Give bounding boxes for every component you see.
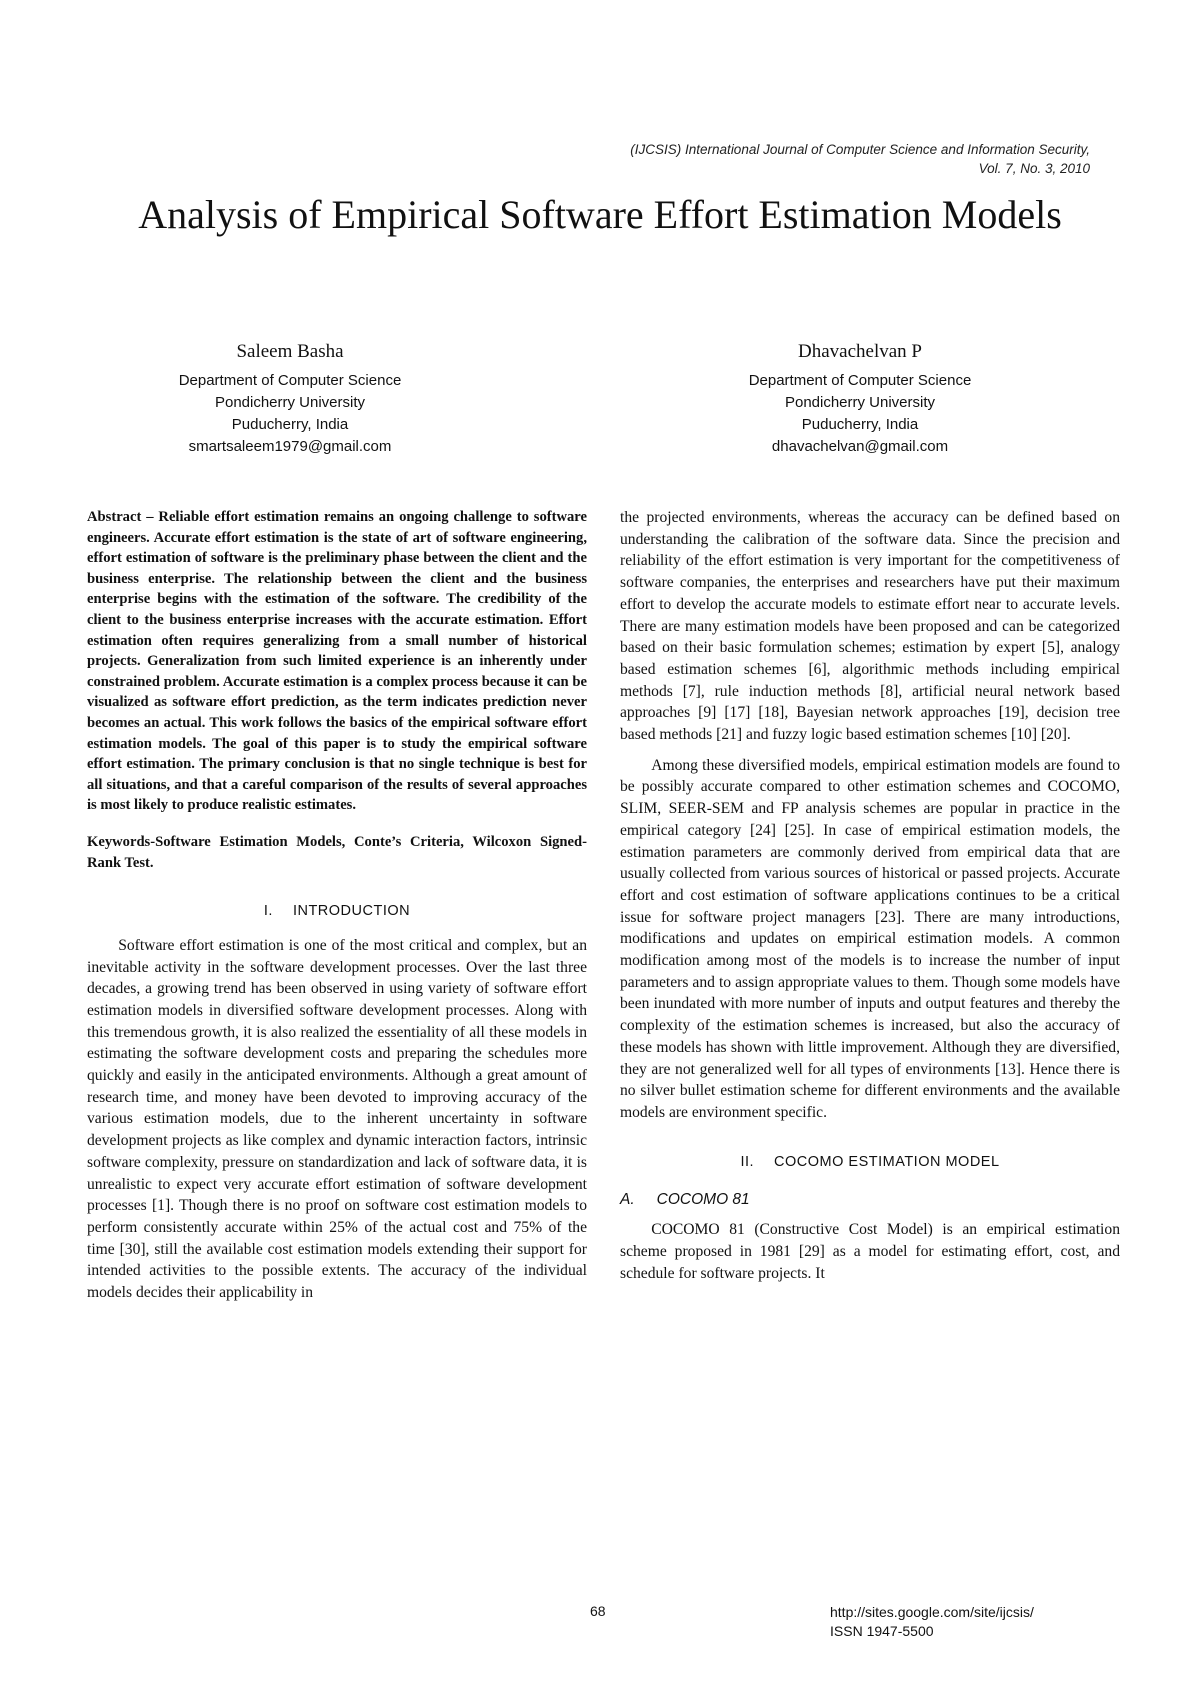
footer-url[interactable]: http://sites.google.com/site/ijcsis/ bbox=[830, 1604, 1034, 1620]
body-paragraph: Among these diversified models, empirical estimation models are found to be possibly accurate compared to other estimation schemes and COCOMO, SLIM, SEER-SEM and FP analysis schemes are popular in practice in the empirical category [24] [25]. In case of empirical estimation models, the estimation parameters are commonly derived from empirical data that are usually collected from various sources of historical or passed projects. Accurate effort and cost estimation of software applications continues to be a critical issue for software project managers [23]. There are many introductions, modifications and updates on empirical estimation models. A common modification among most of the models is to increase the number of input parameters and to assign appropriate values to them. Though some models have been inundated with more number of inputs and output features and thereby the complexity of the estimation schemes is increased, but also the accuracy of these models has shown with little improvement. Although they are diversified, they are not generalized well for all types of environments [13]. Hence there is no silver bullet estimation scheme for different environments and the available models are environment specific. bbox=[620, 756, 1120, 1121]
journal-volume: Vol. 7, No. 3, 2010 bbox=[978, 161, 1090, 176]
introduction-paragraph: Software effort estimation is one of the most critical and complex, but an inevitable activity in the software development processes. Over the last three decades, a growing trend has been observed in using variety of software effort estimation models in diversified software development processes. Along with this tremendous growth, it is also realized the essentiality of all these models in estimating the software development costs and preparing the schedules more quickly and easily in the anticipated environments. Although a great amount of research time, and money have been devoted to improving accuracy of the various estimation models, due to the inherent uncertainty in software development projects as like complex and dynamic interaction factors, intrinsic software complexity, pressure on standardization and lack of software data, it is unrealistic to expect very accurate effort estimation of software development processes [1]. Though there is no proof on software cost estimation models to perform consistently accurate within 25% of the actual cost and 75% of the time [30], still the available cost estimation models extending their support for intended activities to the possible extents. The accuracy of the individual models decides their applicability in bbox=[87, 936, 587, 1302]
keywords: Keywords-Software Estimation Models, Conte’s Criteria, Wilcoxon Signed-Rank Test. bbox=[87, 833, 587, 871]
author-university: Pondicherry University bbox=[784, 394, 936, 411]
subsection-number: A. bbox=[620, 1191, 635, 1209]
author-department: Department of Computer Science bbox=[748, 372, 972, 389]
section-number: II. bbox=[740, 1153, 755, 1170]
section-number: I. bbox=[263, 903, 273, 920]
subsection-heading bbox=[620, 1189, 1120, 1211]
body-paragraph: the projected environments, whereas the accuracy can be defined based on understanding the calibration of the software data. Since the precision and reliability of the effort estimation is very important for the competitiveness of software companies, the enterprises and researchers have put their maximum effort to develop the accurate models to estimate effort near to accurate levels. There are many estimation models have been proposed and can be categorized based on their basic formulation schemes; estimation by expert [5], analogy based estimation schemes [6], algorithmic methods including empirical methods [7], rule induction methods [8], artificial neural network based approaches [9] [17] [18], Bayesian network approaches [19], decision tree based methods [21] and fuzzy logic based estimation schemes [10] [20]. bbox=[620, 509, 1120, 744]
author-location: Puducherry, India bbox=[231, 416, 349, 433]
subsection-title: COCOMO 81 bbox=[656, 1191, 750, 1209]
author-email[interactable]: dhavachelvan@gmail.com bbox=[771, 438, 949, 455]
footer-issn: ISSN 1947-5500 bbox=[830, 1623, 934, 1639]
page-number: 68 bbox=[590, 1603, 606, 1619]
section-title: COCOMO ESTIMATION MODEL bbox=[774, 1153, 1000, 1170]
abstract: Abstract – Reliable effort estimation remains an ongoing challenge to software engineers. Accurate effort estimation is the state of art of software engineering, effort estimation of software is the preliminary phase between the client and the business enterprise. The relationship between the client and the business enterprise begins with the estimation of the software. The credibility of the client to the business enterprise increases with the accurate estimation. Effort estimation often requires generalizing from a small number of historical projects. Generalization from such limited experience is an inherently under constrained problem. Accurate estimation is a complex process because it can be visualized as software effort prediction, as the term indicates prediction never becomes an actual. This work follows the basics of the empirical software effort estimation models. The goal of this paper is to study the empirical software effort estimation. The primary conclusion is that no single technique is best for all situations, and that a careful comparison of the results of several approaches is most likely to produce realistic estimates. bbox=[87, 509, 587, 814]
author-name: Dhavachelvan P bbox=[798, 341, 922, 362]
author-block-2 bbox=[650, 338, 1070, 458]
section-title: INTRODUCTION bbox=[292, 903, 411, 920]
paper-title: Analysis of Empirical Software Effort Estimation Models bbox=[138, 192, 1062, 237]
author-university: Pondicherry University bbox=[214, 394, 366, 411]
author-email[interactable]: smartsaleem1979@gmail.com bbox=[188, 438, 392, 455]
author-block-1 bbox=[80, 338, 500, 458]
journal-header bbox=[630, 140, 1090, 178]
author-location: Puducherry, India bbox=[801, 416, 919, 433]
right-column bbox=[620, 507, 1120, 1284]
section-heading-introduction bbox=[87, 901, 587, 923]
author-name: Saleem Basha bbox=[236, 341, 344, 362]
footer-info bbox=[830, 1603, 1034, 1641]
author-department: Department of Computer Science bbox=[178, 372, 402, 389]
section-heading-cocomo bbox=[620, 1152, 1120, 1174]
left-column bbox=[87, 507, 587, 1304]
journal-name: (IJCSIS) International Journal of Computer Science and Information Security, bbox=[630, 142, 1090, 157]
body-paragraph: COCOMO 81 (Constructive Cost Model) is an empirical estimation scheme proposed in 1981 [29] as a model for estimating effort, cost, and schedule for software projects. It bbox=[620, 1221, 1120, 1282]
